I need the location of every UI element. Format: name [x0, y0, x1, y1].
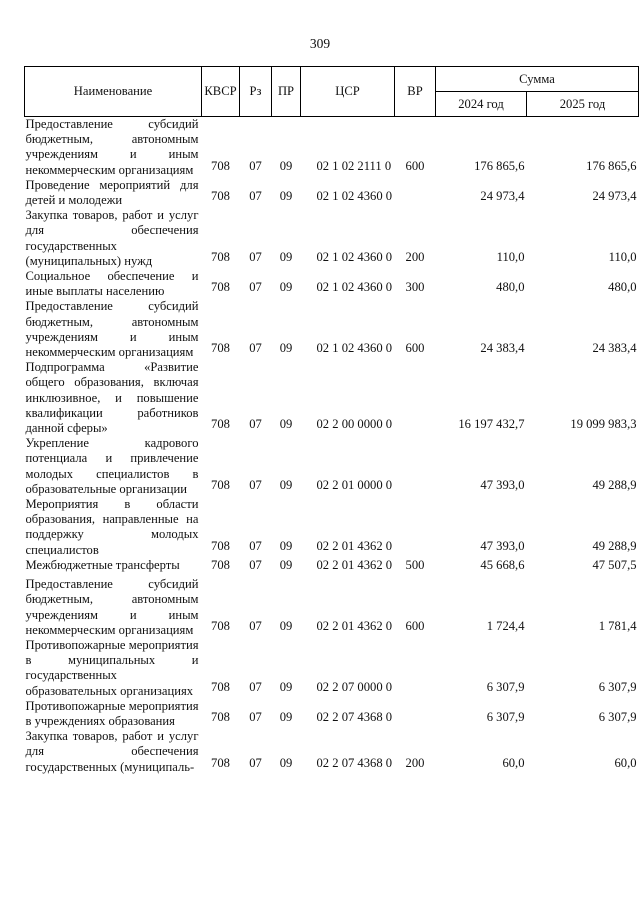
cell-kvsr: 708 [211, 477, 230, 492]
cell-vr [395, 436, 436, 497]
cell-pr: 09 [279, 158, 293, 173]
cell-rz: 07 [249, 158, 262, 173]
cell-csr: 02 2 07 4368 0 [316, 755, 393, 770]
cell-pr: 09 [279, 538, 293, 553]
table-row [25, 497, 639, 558]
header-pr: ПР [272, 67, 301, 117]
table-row [25, 577, 639, 638]
header-kvsr: КВСР [202, 67, 240, 117]
cell-sum-2025: 176 865,6 [586, 158, 637, 173]
cell-vr [395, 360, 436, 436]
cell-kvsr: 708 [211, 709, 230, 724]
cell-pr: 09 [279, 477, 293, 492]
cell-pr: 09 [279, 709, 293, 724]
cell-csr: 02 2 07 0000 0 [316, 679, 393, 694]
cell-kvsr: 708 [211, 557, 230, 572]
cell-sum-2025: 19 099 983,3 [570, 417, 637, 432]
cell-sum-2024: 6 307,9 [486, 679, 525, 694]
cell-kvsr: 708 [211, 249, 230, 264]
cell-sum-2025: 49 288,9 [592, 538, 637, 553]
cell-csr: 02 2 00 0000 0 [316, 417, 393, 432]
table-row [25, 178, 639, 208]
header-csr: ЦСР [301, 67, 395, 117]
cell-csr: 02 1 02 4360 0 [316, 280, 393, 295]
cell-sum-2025: 6 307,9 [598, 679, 637, 694]
table-row [25, 638, 639, 699]
cell-kvsr: 708 [211, 538, 230, 553]
cell-vr: 300 [405, 280, 425, 295]
cell-sum-2024: 110,0 [496, 249, 525, 264]
cell-rz: 07 [249, 538, 262, 553]
cell-sum-2025: 110,0 [608, 249, 637, 264]
cell-rz: 07 [249, 417, 262, 432]
cell-pr: 09 [279, 618, 293, 633]
cell-sum-2025: 6 307,9 [598, 709, 637, 724]
cell-kvsr: 708 [211, 679, 230, 694]
cell-rz: 07 [249, 280, 262, 295]
cell-rz: 07 [249, 341, 262, 356]
cell-csr: 02 1 02 4360 0 [316, 341, 393, 356]
table-row [25, 360, 639, 436]
cell-vr: 600 [405, 341, 425, 356]
cell-name: Мероприятия в области образования, направленные на поддержку молодых специалистов [25, 497, 199, 557]
cell-sum-2024: 47 393,0 [480, 477, 525, 492]
cell-vr: 200 [405, 755, 425, 770]
header-year-2025: 2025 год [527, 92, 639, 117]
cell-pr: 09 [279, 189, 293, 204]
table-row [25, 558, 639, 577]
table-row [25, 208, 639, 269]
cell-csr: 02 2 01 4362 0 [316, 538, 393, 553]
cell-csr: 02 2 01 4362 0 [316, 618, 393, 633]
cell-kvsr: 708 [211, 618, 230, 633]
cell-sum-2024: 24 383,4 [480, 341, 525, 356]
cell-csr: 02 2 01 4362 0 [316, 557, 393, 572]
cell-name: Проведение мероприятий для детей и молодежи [25, 177, 199, 208]
cell-vr: 600 [405, 158, 425, 173]
cell-rz: 07 [249, 557, 262, 572]
header-sum: Сумма [436, 67, 639, 92]
cell-name: Укрепление кадрового потенциала и привлечение молодых специалистов в образовательные организации [25, 436, 199, 496]
cell-rz: 07 [249, 477, 262, 492]
cell-rz: 07 [249, 755, 262, 770]
cell-csr: 02 1 02 2111 0 [316, 158, 392, 173]
cell-pr: 09 [279, 557, 293, 572]
cell-pr: 09 [279, 755, 293, 770]
cell-csr: 02 1 02 4360 0 [316, 249, 393, 264]
cell-vr [395, 497, 436, 558]
cell-rz: 07 [249, 189, 262, 204]
cell-sum-2024: 24 973,4 [480, 189, 525, 204]
cell-sum-2024: 16 197 432,7 [458, 417, 525, 432]
cell-pr: 09 [279, 341, 293, 356]
cell-rz: 07 [249, 679, 262, 694]
cell-sum-2024: 47 393,0 [480, 538, 525, 553]
cell-csr: 02 1 02 4360 0 [316, 189, 393, 204]
cell-name: Социальное обеспечение и иные выплаты населению [25, 269, 199, 299]
table-row [25, 117, 639, 178]
cell-sum-2024: 176 865,6 [474, 158, 525, 173]
cell-vr: 500 [405, 557, 425, 572]
cell-vr: 200 [405, 249, 425, 264]
cell-pr: 09 [279, 280, 293, 295]
cell-name: Противопожарные мероприятия в муниципальных и государственных образовательных организациях [25, 637, 199, 698]
cell-name: Межбюджетные трансферты [25, 557, 180, 572]
cell-sum-2024: 60,0 [502, 755, 525, 770]
cell-sum-2025: 1 781,4 [598, 618, 637, 633]
cell-kvsr: 708 [211, 280, 230, 295]
cell-pr: 09 [279, 679, 293, 694]
cell-sum-2024: 45 668,6 [480, 557, 525, 572]
table-row [25, 269, 639, 299]
cell-kvsr: 708 [211, 158, 230, 173]
cell-kvsr: 708 [211, 755, 230, 770]
table-row [25, 729, 639, 775]
cell-name: Подпрограмма «Развитие общего образования, включая инклюзивное, и повышение квалификации работников данной сферы» [25, 360, 199, 436]
cell-sum-2025: 47 507,5 [592, 557, 637, 572]
table-row [25, 699, 639, 729]
table-row [25, 299, 639, 360]
cell-vr: 600 [405, 618, 425, 633]
cell-name: Закупка товаров, работ и услуг для обеспечения государственных (муниципальных) нужд [25, 208, 199, 268]
cell-sum-2024: 6 307,9 [486, 709, 525, 724]
cell-vr [395, 699, 436, 729]
header-year-2024: 2024 год [436, 92, 527, 117]
table-body [25, 117, 639, 775]
cell-sum-2025: 24 973,4 [592, 189, 637, 204]
cell-pr: 09 [279, 417, 293, 432]
page-number: 309 [309, 36, 331, 51]
cell-csr: 02 2 01 0000 0 [316, 477, 393, 492]
cell-vr [395, 638, 436, 699]
cell-sum-2025: 480,0 [608, 280, 637, 295]
cell-csr: 02 2 07 4368 0 [316, 709, 393, 724]
cell-sum-2024: 480,0 [496, 280, 525, 295]
cell-sum-2024: 1 724,4 [486, 618, 525, 633]
cell-name: Противопожарные мероприятия в учреждениях образования [25, 698, 199, 728]
cell-name: Предоставление субсидий бюджетным, автономным учреждениям и иным некоммерческим организациям [25, 577, 199, 637]
cell-pr: 09 [279, 249, 293, 264]
cell-kvsr: 708 [211, 189, 230, 204]
header-vr: ВР [395, 67, 436, 117]
cell-name: Закупка товаров, работ и услуг для обеспечения государственных (муниципаль- [25, 729, 199, 774]
cell-kvsr: 708 [211, 341, 230, 356]
cell-name: Предоставление субсидий бюджетным, автономным учреждениям и иным некоммерческим организациям [25, 117, 199, 177]
cell-vr [395, 178, 436, 208]
cell-sum-2025: 24 383,4 [592, 341, 637, 356]
cell-rz: 07 [249, 618, 262, 633]
cell-name: Предоставление субсидий бюджетным, автономным учреждениям и иным некоммерческим организациям [25, 299, 199, 360]
table-row [25, 436, 639, 497]
cell-kvsr: 708 [211, 417, 230, 432]
header-name: Наименование [25, 67, 202, 117]
budget-table [24, 66, 639, 775]
header-rz: Рз [240, 67, 272, 117]
cell-sum-2025: 60,0 [614, 755, 637, 770]
cell-sum-2025: 49 288,9 [592, 477, 637, 492]
cell-rz: 07 [249, 709, 262, 724]
cell-rz: 07 [249, 249, 262, 264]
